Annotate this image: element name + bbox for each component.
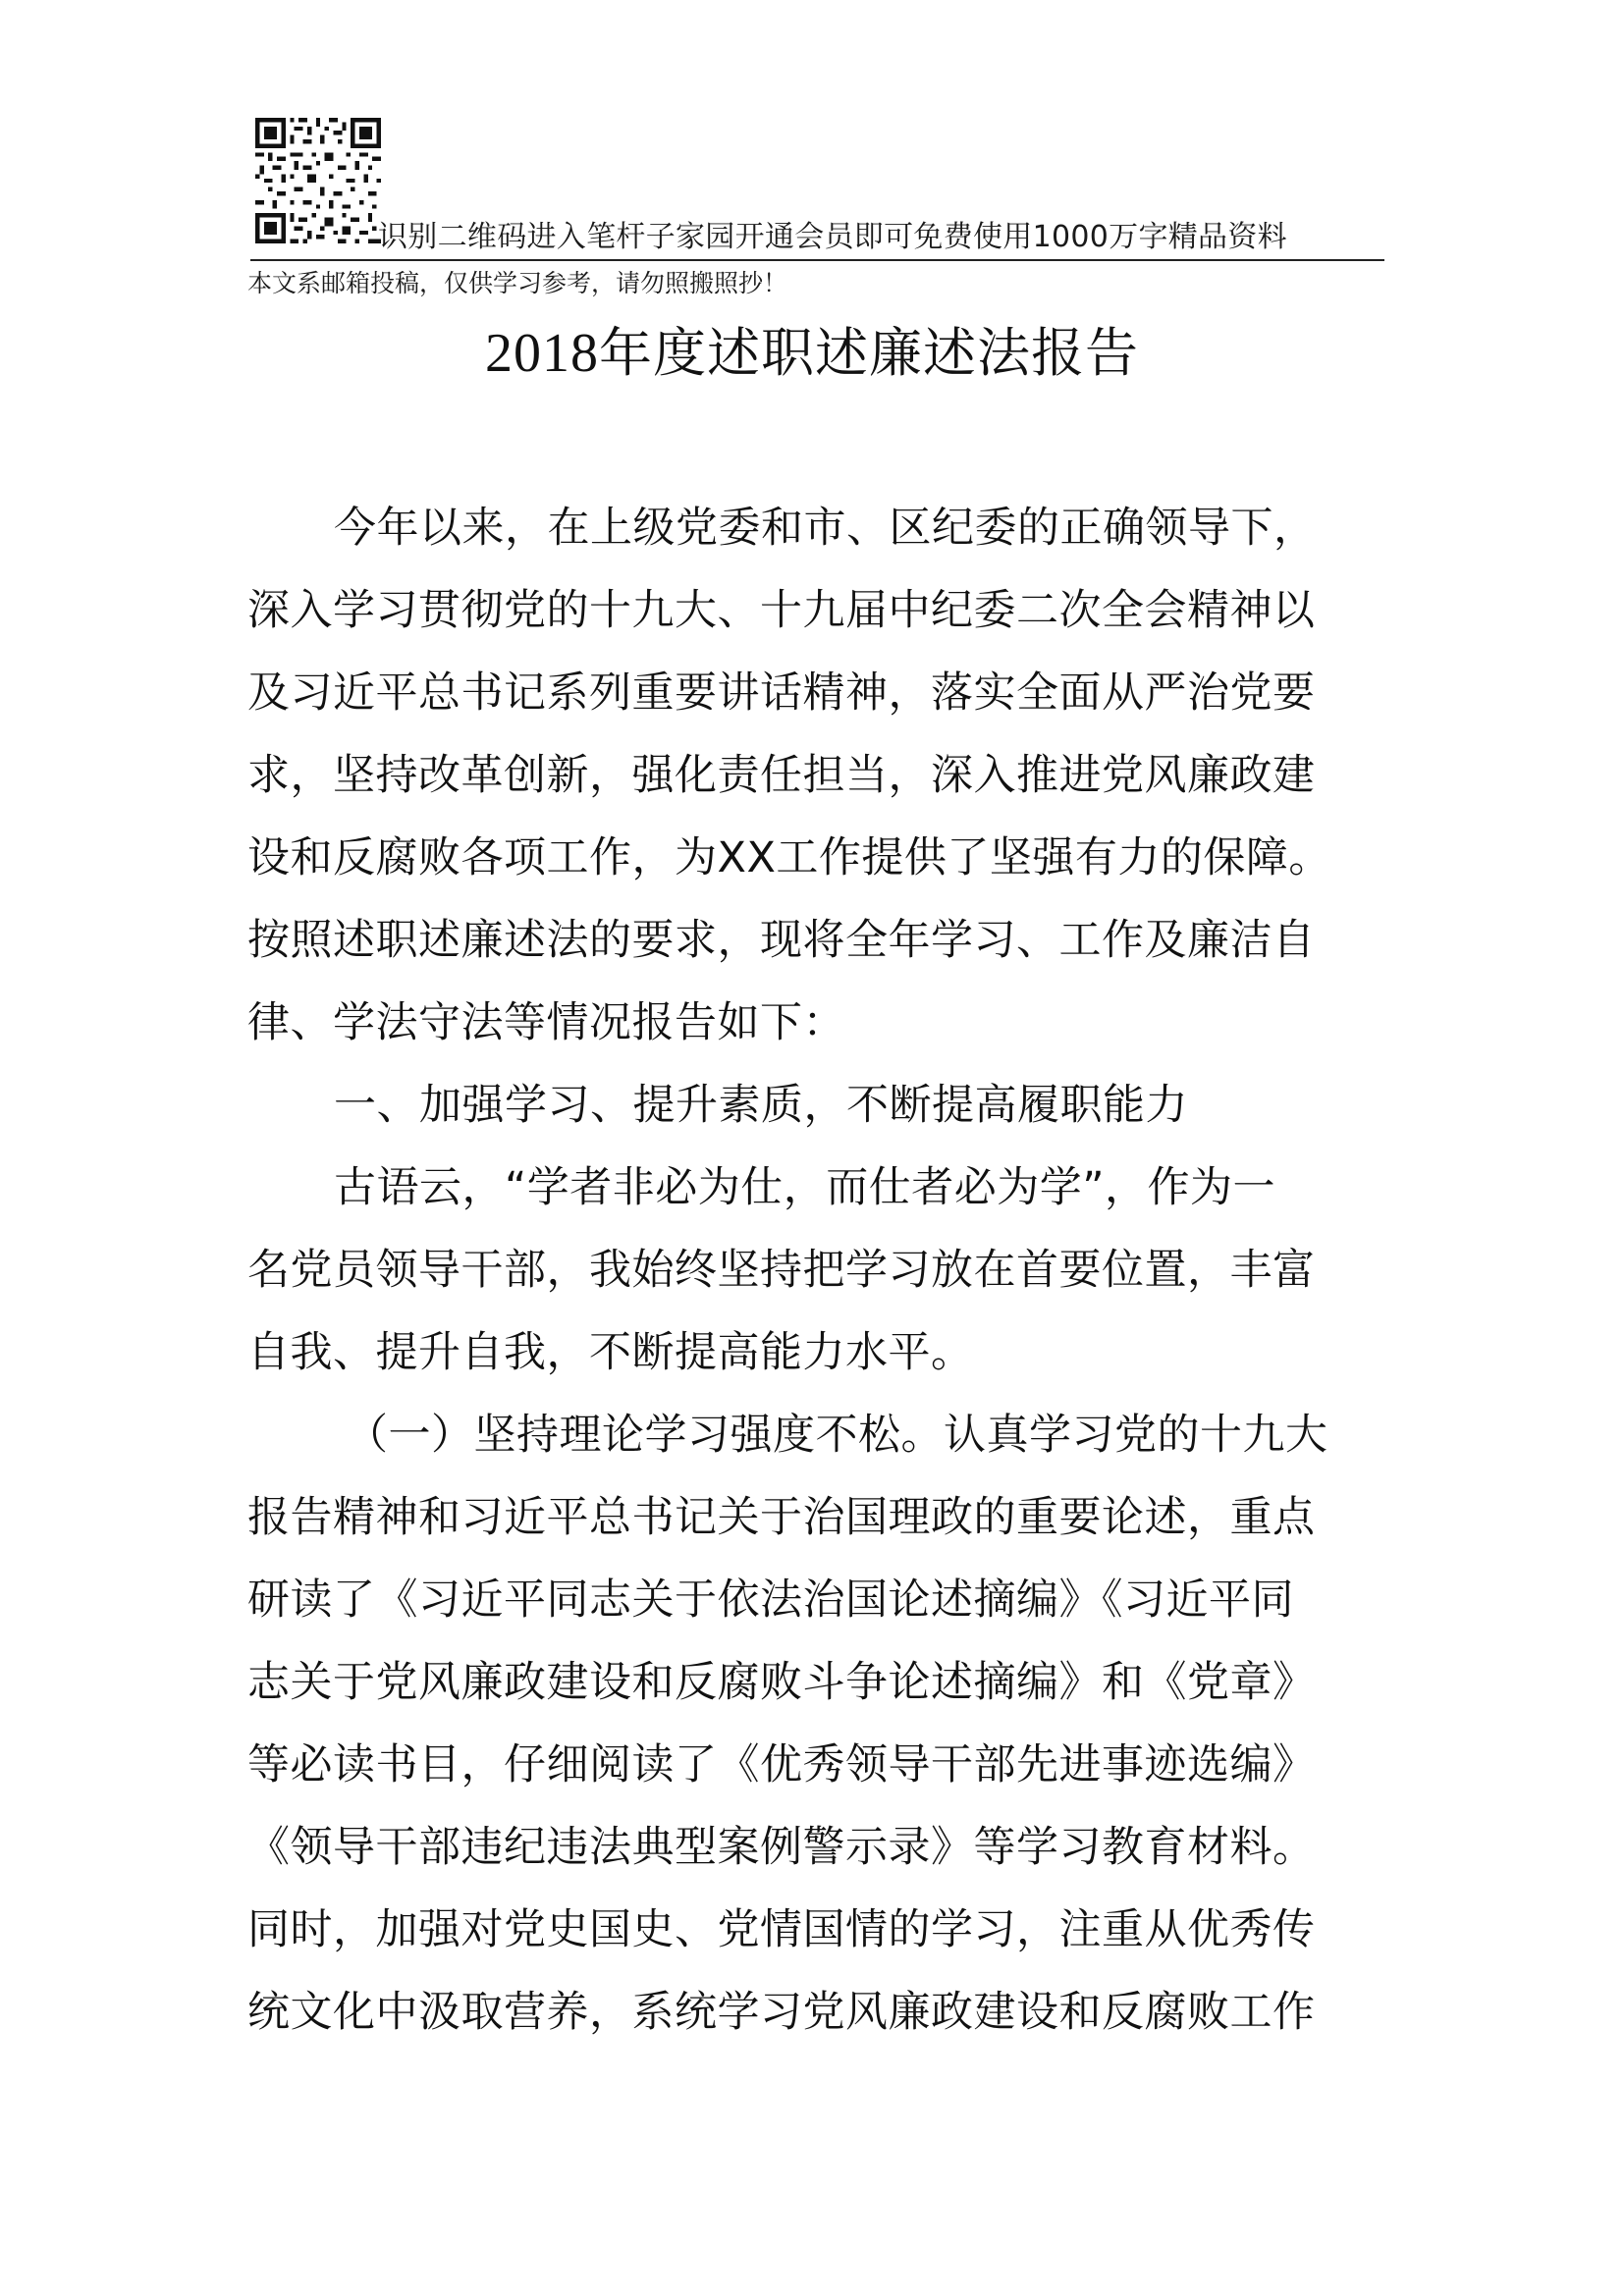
title-text: 年度述职述廉述法报告 bbox=[599, 322, 1139, 384]
paragraph-line: 同时，加强对党史国史、党情国情的学习，注重从优秀传 bbox=[247, 1905, 1316, 1954]
header-note: 本文系邮箱投稿，仅供学习参考，请勿照搬照抄！ bbox=[247, 269, 788, 297]
paragraph-line: 统文化中汲取营养，系统学习党风廉政建设和反腐败工作 bbox=[247, 1988, 1316, 2037]
title-year: 2018 bbox=[485, 323, 599, 384]
document-body bbox=[247, 487, 1386, 2054]
paragraph-line: 今年以来，在上级党委和市、区纪委的正确领导下， bbox=[334, 504, 1317, 553]
qr-code-icon bbox=[255, 118, 381, 243]
paragraph-line: 律、学法守法等情况报告如下： bbox=[247, 998, 845, 1047]
paragraph-line: 名党员领导干部，我始终坚持把学习放在首要位置，丰富 bbox=[247, 1246, 1316, 1295]
paragraph-line: 报告精神和习近平总书记关于治国理政的重要论述，重点 bbox=[247, 1493, 1316, 1542]
paragraph-line: 自我、提升自我，不断提高能力水平。 bbox=[247, 1328, 974, 1377]
paragraph-line: 及习近平总书记系列重要讲话精神，落实全面从严治党要 bbox=[247, 668, 1316, 718]
section-heading: 一、加强学习、提升素质，不断提高履职能力 bbox=[334, 1081, 1188, 1130]
header-promo-text: 识别二维码进入笔杆子家园开通会员即可免费使用1000万字精品资料 bbox=[378, 220, 1287, 254]
page-header bbox=[250, 118, 1384, 263]
header-divider bbox=[250, 259, 1384, 261]
paragraph-line: 等必读书目，仔细阅读了《优秀领导干部先进事迹选编》 bbox=[247, 1740, 1316, 1789]
paragraph-line: 研读了《习近平同志关于依法治国论述摘编》《习近平同 bbox=[247, 1575, 1294, 1625]
paragraph-line: 《领导干部违纪违法典型案例警示录》等学习教育材料。 bbox=[247, 1823, 1316, 1872]
paragraph-line: 按照述职述廉述法的要求，现将全年学习、工作及廉洁自 bbox=[247, 916, 1316, 965]
paragraph-line: 志关于党风廉政建设和反腐败斗争论述摘编》和《党章》 bbox=[247, 1658, 1316, 1707]
paragraph-line: 深入学习贯彻党的十九大、十九届中纪委二次全会精神以 bbox=[247, 586, 1316, 635]
paragraph-line: 古语云，“学者非必为仕，而仕者必为学”，作为一 bbox=[334, 1163, 1276, 1212]
paragraph-line: 求，坚持改革创新，强化责任担当，深入推进党风廉政建 bbox=[247, 751, 1316, 800]
document-title bbox=[0, 319, 1624, 388]
paragraph-line: 设和反腐败各项工作，为XX工作提供了坚强有力的保障。 bbox=[247, 833, 1331, 882]
subsection-heading-line: （一）坚持理论学习强度不松。认真学习党的十九大 bbox=[346, 1411, 1328, 1460]
